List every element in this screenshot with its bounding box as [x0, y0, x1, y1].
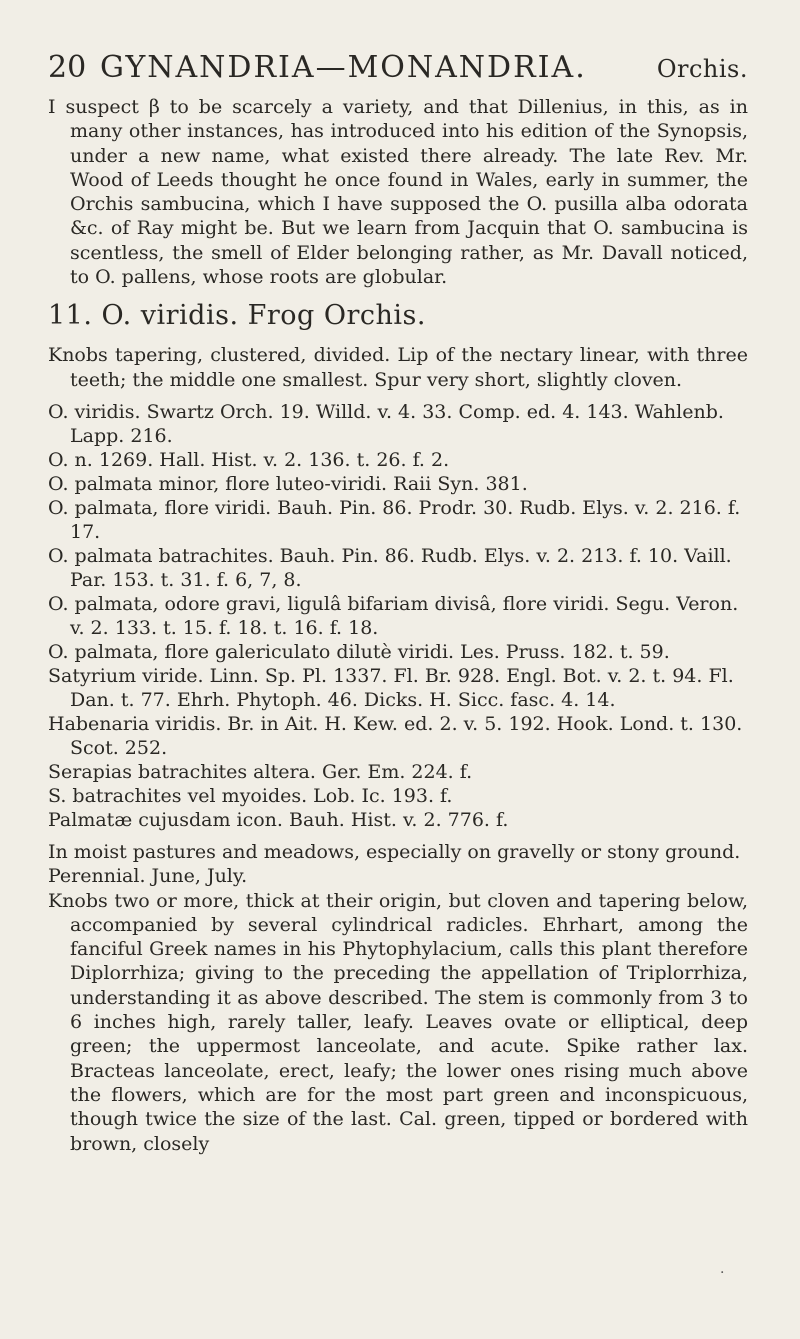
synonym-entry: O. viridis. Swartz Orch. 19. Willd. v. 4. 33. Comp. ed. 4. 143. Wahlenb. Lapp. 216.: [48, 400, 724, 447]
habitat: In moist pastures and meadows, especially on gravelly or stony ground.: [48, 840, 741, 863]
synonym-entry: O. palmata minor, flore luteo-viridi. Raii Syn. 381.: [48, 472, 528, 495]
species-heading: 11. O. viridis. Frog Orchis.: [48, 300, 426, 332]
synonym-list: [48, 400, 748, 832]
duration: Perennial. June, July.: [48, 865, 248, 888]
synonym-entry: Palmatæ cujusdam icon. Bauh. Hist. v. 2. 776. f.: [48, 808, 509, 831]
synonym-entry: O. palmata, flore viridi. Bauh. Pin. 86. Prodr. 30. Rudb. Elys. v. 2. 216. f. 17.: [48, 496, 741, 543]
intro-paragraph: I suspect β to be scarcely a variety, and that Dillenius, in this, as in many other instances, has introduced into his edition of the Synopsis, under a new name, what existed there already. The late Rev. Mr. Wood of Leeds thought he once found in Wales, early in summer, the Orchis sambucina, which I have supposed the O. pusilla alba odorata &c. of Ray might be. But we learn from Jacquin that O. sambucina is scentless, the smell of Elder belonging rather, as Mr. Davall noticed, to O. pallens, whose roots are globular.: [48, 96, 748, 289]
synonym-entry: O. n. 1269. Hall. Hist. v. 2. 136. t. 26. f. 2.: [48, 448, 450, 471]
running-header: [48, 50, 748, 85]
synonym-entry: O. palmata, odore gravi, ligulâ bifariam divisâ, flore viridi. Segu. Veron. v. 2. 133. t. 15. f. 18. t. 16. f. 18.: [48, 592, 739, 639]
description: Knobs two or more, thick at their origin, but cloven and tapering below, accompanied by several cylindrical radicles. Ehrhart, among the fanciful Greek names in his Phytophylacium, calls this plant therefore Diplorrhiza; giving to the preceding the appellation of Triplorrhiza, understanding it as above described. The stem is commonly from 3 to 6 inches high, rarely taller, leafy. Leaves ovate or elliptical, deep green; the uppermost lanceolate, and acute. Spike rather lax. Bracteas lanceolate, erect, leafy; the lower ones rising much above the flowers, which are for the most part green and inconspicuous, though twice the size of the last. Cal. green, tipped or bordered with brown, closely: [48, 889, 748, 1155]
diagnosis: Knobs tapering, clustered, divided. Lip of the nectary linear, with three teeth; the middle one smallest. Spur very short, slightly cloven.: [48, 344, 748, 391]
synonym-entry: S. batrachites vel myoides. Lob. Ic. 193. f.: [48, 784, 453, 807]
synonym-entry: O. palmata, flore galericulato dilutè viridi. Les. Pruss. 182. t. 59.: [48, 640, 670, 663]
genus-label: Orchis.: [656, 55, 748, 83]
page-number: 20: [48, 50, 87, 85]
synonym-entry: Satyrium viride. Linn. Sp. Pl. 1337. Fl. Br. 928. Engl. Bot. v. 2. t. 94. Fl. Dan. t. 77. Ehrh. Phytoph. 46. Dicks. H. Sicc. fasc. 4. 14.: [48, 664, 734, 711]
synonym-entry: Habenaria viridis. Br. in Ait. H. Kew. ed. 2. v. 5. 192. Hook. Lond. t. 130. Scot. 252.: [48, 712, 743, 759]
running-title: GYNANDRIA—MONANDRIA.: [100, 50, 587, 85]
synonym-entry: O. palmata batrachites. Bauh. Pin. 86. Rudb. Elys. v. 2. 213. f. 10. Vaill. Par. 153. t. 31. f. 6, 7, 8.: [48, 544, 732, 591]
page-speck: ·: [720, 1265, 725, 1281]
synonym-entry: Serapias batrachites altera. Ger. Em. 224. f.: [48, 760, 473, 783]
